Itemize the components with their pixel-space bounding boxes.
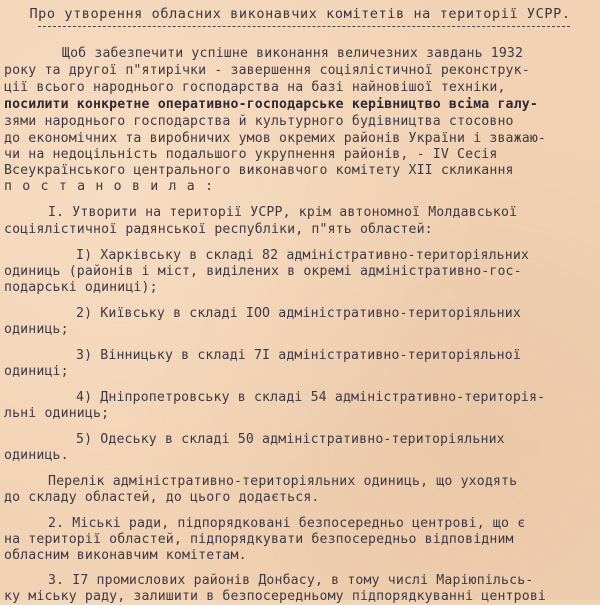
preamble-line-6: до економічних та виробничих умов окремих районів України і зважаю-: [4, 131, 546, 146]
list-note-line-2: до складу областей, до цього додається.: [4, 490, 320, 505]
item-4-line-2: льні одиниць;: [4, 406, 110, 421]
section-2-line-1: 2. Міські ради, підпорядковані безпосередньо центрові, що є: [48, 516, 526, 531]
preamble-line-8: Всеукраїнського центрального виконавчого комітету XII скликання: [4, 163, 514, 178]
preamble-line-2: року та другої п"ятирічки - завершення соціялістичної реконструк-: [4, 63, 530, 78]
preamble-line-5: зями народнього господарства й культурного будівництва стосовно: [4, 114, 514, 129]
section-3-line-2: ку міську раду, залишити в безпосередньому підпорядкуванні центрові: [4, 589, 546, 604]
item-4-line-1: 4) Дніпропетровську в складі 54 адміністративно-територія-: [76, 390, 546, 405]
preamble-line-1: Щоб забезпечити успішне виконання величезних завдань 1932: [62, 46, 524, 61]
section-1-line-1: I. Утворити на території УСРР, крім автономної Молдавської: [48, 205, 518, 220]
preamble-line-3: ції всього народнього господарства на базі найновішої техніки,: [4, 80, 506, 95]
item-2-line-1: 2) Київську в складі IOO адміністративно-територіяльних: [76, 306, 521, 321]
item-1-line-1: I) Харківську в складі 82 адміністративно-територіяльних: [76, 248, 530, 263]
item-3-line-1: 3) Вінницьку в складі 7I адміністративно-територіяльної: [76, 348, 521, 363]
preamble-line-7: чи на недоцільність подальшого укрупнення районів, - IV Сесія: [4, 147, 498, 162]
section-2-line-2: на території областей, підпорядкувати безпосередньо відповідним: [4, 532, 514, 547]
section-1-line-2: соціялістичної радянської республіки, п"ять областей:: [4, 222, 433, 237]
resolved-heading: п о с т а н о в и л а :: [4, 179, 215, 194]
preamble-line-4: посилити конкретне оперативно-господарське керівництво всіма галу-: [4, 97, 538, 112]
item-1-line-2: одиниць (районів і міст, виділених в окремі адміністративно-гос-: [4, 264, 522, 279]
section-3-line-1: 3. I7 промислових районів Донбасу, в тому числі Маріюпільсь-: [48, 573, 534, 588]
list-note-line-1: Перелік адміністративно-територіяльних одиниць, що уходять: [48, 474, 518, 489]
document-title: Про утворення обласних виконавчих комітетів на території УСРР.: [29, 6, 571, 22]
item-5-line-1: 5) Одеську в складі 50 адміністративно-територіяльних: [76, 432, 505, 447]
title-underline: [38, 26, 570, 27]
item-1-line-3: подарські одиниці);: [4, 280, 158, 295]
item-3-line-2: одиниці;: [4, 364, 69, 379]
item-2-line-2: одиниць;: [4, 322, 69, 337]
item-5-line-2: одиниць.: [4, 448, 69, 463]
section-2-line-3: обласним виконавчим комітетам.: [4, 548, 247, 563]
